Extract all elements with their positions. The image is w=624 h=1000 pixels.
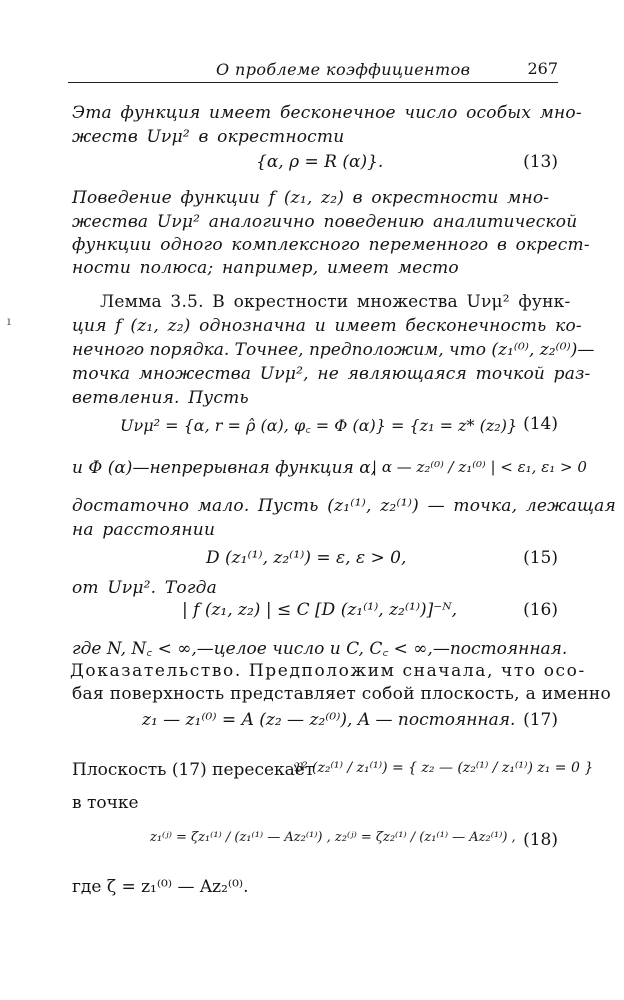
text-line: где ζ = z₁⁽⁰⁾ — Az₂⁽⁰⁾. (72, 877, 249, 897)
equation-13: {α, ρ = R (α)}. (256, 152, 384, 172)
text-line: бая поверхность представляет собой плоскость, а именно (72, 684, 612, 704)
text-line: достаточно мало. Пусть (z₁⁽¹⁾, z₂⁽¹⁾) — точка, лежащая (72, 496, 616, 516)
inequality-condition: | α — z₂⁽⁰⁾ / z₁⁽⁰⁾ | < ε₁, ε₁ > 0 (372, 458, 587, 476)
page-number: 267 (527, 59, 558, 78)
text-line: функции одного комплексного переменного в окрест- (72, 235, 590, 255)
text-line: ция f (z₁, z₂) однозначна и имеет бесконечность ко- (72, 316, 582, 336)
text-line: в точке (72, 793, 139, 813)
lemma-line: Лемма 3.5. В окрестности множества Uνμ² функ- (100, 292, 571, 312)
text-line: ности полюса; например, имеет место (72, 258, 459, 278)
equation-number: (14) (523, 414, 558, 434)
equation-number: (16) (523, 600, 558, 620)
text-line: на расстоянии (72, 520, 216, 540)
page-header (68, 56, 558, 83)
equation-17: z₁ — z₁⁽⁰⁾ = A (z₂ — z₂⁽⁰⁾), A — постоянная. (142, 710, 516, 730)
text-line: Поведение функции f (z₁, z₂) в окрестности мно- (72, 188, 550, 208)
text-line: Плоскость (17) пересекает (72, 760, 315, 780)
text-line: Эта функция имеет бесконечное число особых мно- (72, 103, 582, 123)
margin-mark: ı (7, 314, 11, 328)
proof-line: Доказательство. Предположим сначала, что осо- (70, 661, 586, 681)
text-line: где N, N꜀ < ∞,—целое число и C, C꜀ < ∞,—постоянная. (72, 639, 568, 659)
equation-16: | f (z₁, z₂) | ≤ C [D (z₁⁽¹⁾, z₂⁽¹⁾)]⁻ᴺ, (182, 600, 458, 620)
equation-number: (17) (523, 710, 558, 730)
equation-18: z₁⁽ʲ⁾ = ζz₁⁽¹⁾ / (z₁⁽¹⁾ — Az₂⁽¹⁾) , z₂⁽ʲ⁾ = ζz₂⁽¹⁾ / (z₁⁽¹⁾ — Az₂⁽¹⁾) , (150, 830, 516, 845)
text-line: от Uνμ². Тогда (72, 578, 217, 598)
equation-15: D (z₁⁽¹⁾, z₂⁽¹⁾) = ε, ε > 0, (206, 548, 407, 568)
text-line: жеств Uνμ² в окрестности (72, 127, 345, 147)
text-line: и Φ (α)—непрерывная функция α, (72, 458, 377, 478)
text-line: точка множества Uνμ², не являющаяся точкой раз- (72, 364, 591, 384)
text-line: нечного порядка. Точнее, предположим, что (z₁⁽⁰⁾, z₂⁽⁰⁾)— (72, 340, 595, 360)
running-title: О проблеме коэффициентов (216, 60, 471, 79)
text-line: жества Uνμ² аналогично поведению аналитической (72, 212, 578, 232)
equation-number: (15) (523, 548, 558, 568)
equation-number: (18) (523, 830, 558, 850)
text-line: ветвления. Пусть (72, 388, 249, 408)
equation-number: (13) (523, 152, 558, 172)
equation-14: Uνμ² = {α, r = ρ̂ (α), φ꜀ = Φ (α)} = {z₁ = z* (z₂)} (120, 416, 518, 435)
plane-equation: 𝔓² (z₂⁽¹⁾ / z₁⁽¹⁾) = { z₂ — (z₂⁽¹⁾ / z₁⁽¹⁾) z₁ = 0 } (292, 760, 594, 776)
